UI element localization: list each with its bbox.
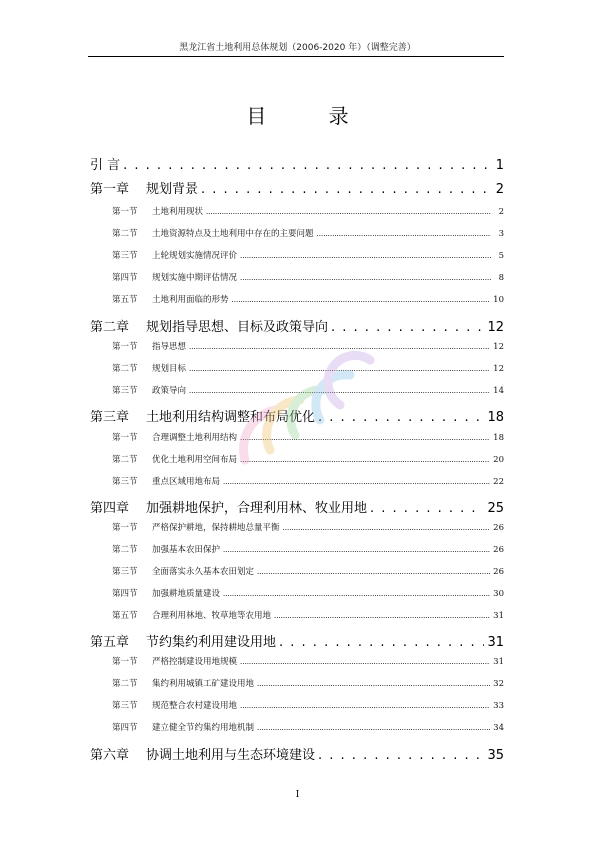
- toc-page-number: 20: [493, 455, 504, 465]
- section-title: 严格保护耕地，保持耕地总量平衡: [152, 523, 280, 533]
- dot-leader: [283, 523, 491, 533]
- toc-section-entry[interactable]: [90, 271, 504, 283]
- section-number: 第一节: [112, 657, 138, 667]
- toc-chapter-entry[interactable]: [90, 631, 504, 650]
- toc-page-number: 32: [493, 679, 504, 689]
- chapter-number: 第五章: [90, 635, 130, 650]
- toc-section-entry[interactable]: [90, 655, 504, 667]
- dot-leader: [201, 182, 491, 197]
- dot-leader: [206, 207, 491, 217]
- section-number: 第四节: [112, 589, 138, 599]
- toc-section-entry[interactable]: [90, 521, 504, 533]
- section-number: 第三节: [112, 567, 138, 577]
- chapter-title: 土地利用结构调整和布局优化: [146, 410, 316, 425]
- chapter-number: 第四章: [90, 501, 130, 516]
- toc-page-number: 31: [493, 657, 504, 667]
- section-title: 全面落实永久基本农田划定: [152, 567, 255, 577]
- dot-leader: [257, 723, 490, 733]
- watermark-arcs: [243, 355, 370, 460]
- section-number: 第三节: [112, 251, 138, 261]
- dot-leader: [257, 567, 490, 577]
- toc-page-number: 2: [495, 182, 504, 197]
- chapter-number: 第六章: [90, 748, 130, 763]
- toc-page-number: 18: [487, 410, 504, 425]
- section-title: 加强耕地质量建设: [152, 589, 221, 599]
- chapter-title: 规划指导思想、目标及政策导向: [146, 320, 329, 335]
- toc-page-number: 5: [498, 251, 504, 261]
- section-title: 严格控制建设用地规模: [152, 657, 238, 667]
- dot-leader: [240, 251, 491, 261]
- toc-page-number: 12: [487, 320, 504, 335]
- toc-section-entry[interactable]: [90, 587, 504, 599]
- page-title: 目 录: [246, 104, 377, 128]
- dot-leader: [331, 320, 484, 335]
- toc-page-number: 22: [493, 477, 504, 487]
- section-number: 第二节: [112, 455, 138, 465]
- section-title: 合理调整土地利用结构: [152, 433, 238, 443]
- section-number: 第五节: [112, 611, 138, 621]
- dot-leader: [232, 295, 491, 305]
- toc-section-entry[interactable]: [90, 699, 504, 711]
- running-header: 黑龙江省土地利用总体规划（2006-2020 年）（调整完善）: [179, 43, 416, 53]
- section-number: 第三节: [112, 386, 138, 396]
- section-number: 第二节: [112, 229, 138, 239]
- dot-leader: [318, 748, 484, 763]
- dot-leader: [240, 273, 491, 283]
- page-number: I: [295, 790, 300, 800]
- dot-leader: [223, 589, 490, 599]
- chapter-number: 第一章: [90, 182, 130, 197]
- dot-leader: [317, 229, 491, 239]
- section-title: 土地利用面临的形势: [152, 295, 229, 305]
- header-rule: [88, 56, 504, 57]
- section-title: 集约利用城镇工矿建设用地: [152, 679, 255, 689]
- toc-page-number: 26: [493, 523, 504, 533]
- toc-page-number: 18: [493, 433, 504, 443]
- section-title: 指导思想: [152, 342, 187, 352]
- toc-page-number: 31: [493, 611, 504, 621]
- section-number: 第一节: [112, 523, 138, 533]
- section-title: 土地利用现状: [152, 207, 204, 217]
- section-title: 优化土地利用空间布局: [152, 455, 238, 465]
- section-number: 第一节: [112, 342, 138, 352]
- dot-leader: [240, 657, 490, 667]
- section-number: 第三节: [112, 477, 138, 487]
- section-title: 重点区域用地布局: [152, 477, 221, 487]
- toc-page-number: 8: [498, 273, 504, 283]
- section-number: 第二节: [112, 364, 138, 374]
- toc-section-entry[interactable]: [90, 293, 504, 305]
- toc-section-entry[interactable]: [90, 677, 504, 689]
- chapter-number: 第二章: [90, 320, 130, 335]
- toc-page-number: 12: [493, 364, 504, 374]
- toc-page-number: 31: [487, 635, 504, 650]
- section-title: 合理利用林地、牧草地等农用地: [152, 611, 272, 621]
- toc-page-number: 33: [493, 701, 504, 711]
- section-number: 第二节: [112, 545, 138, 555]
- toc-chapter-entry[interactable]: [90, 497, 504, 516]
- toc-page-number: 14: [493, 386, 504, 396]
- toc-chapter-entry[interactable]: [90, 744, 504, 763]
- toc-page-number: 30: [493, 589, 504, 599]
- toc-page-number: 26: [493, 545, 504, 555]
- section-title: 土地资源特点及土地利用中存在的主要问题: [152, 229, 314, 239]
- toc-chapter-entry[interactable]: [90, 316, 504, 335]
- dot-leader: [257, 679, 490, 689]
- section-title: 上轮规划实施情况评价: [152, 251, 238, 261]
- chapter-title: 加强耕地保护，合理利用林、牧业用地: [146, 501, 368, 516]
- chapter-title: 节约集约利用建设用地: [146, 635, 277, 650]
- toc-section-entry[interactable]: [90, 609, 504, 621]
- chapter-number: 引 言: [90, 158, 121, 173]
- section-title: 建立健全节约集约用地机制: [152, 723, 255, 733]
- section-number: 第一节: [112, 433, 138, 443]
- dot-leader: [370, 501, 484, 516]
- section-title: 规划实施中期评估情况: [152, 273, 238, 283]
- toc-page-number: 34: [493, 723, 504, 733]
- dot-leader: [223, 545, 490, 555]
- chapter-number: 第三章: [90, 410, 130, 425]
- dot-leader: [240, 701, 490, 711]
- toc-page-number: 1: [495, 158, 504, 173]
- chapter-title: 协调土地利用与生态环境建设: [146, 748, 316, 763]
- toc-section-entry[interactable]: [90, 227, 504, 239]
- dot-leader: [274, 611, 490, 621]
- toc-page-number: 12: [493, 342, 504, 352]
- section-number: 第三节: [112, 701, 138, 711]
- toc-section-entry[interactable]: [90, 565, 504, 577]
- section-title: 规范整合农村建设用地: [152, 701, 238, 711]
- section-number: 第四节: [112, 723, 138, 733]
- section-title: 规划目标: [152, 364, 187, 374]
- dot-leader: [123, 158, 491, 173]
- section-number: 第四节: [112, 273, 138, 283]
- section-title: 加强基本农田保护: [152, 545, 221, 555]
- section-number: 第一节: [112, 207, 138, 217]
- toc-chapter-entry[interactable]: [90, 154, 504, 173]
- section-number: 第二节: [112, 679, 138, 689]
- toc-section-entry[interactable]: [90, 249, 504, 261]
- chapter-title: 规划背景: [146, 182, 199, 197]
- section-title: 政策导向: [152, 386, 187, 396]
- toc-page-number: 10: [493, 295, 504, 305]
- toc-page-number: 26: [493, 567, 504, 577]
- toc-section-entry[interactable]: [90, 721, 504, 733]
- section-number: 第五节: [112, 295, 138, 305]
- toc-section-entry[interactable]: [90, 543, 504, 555]
- toc-chapter-entry[interactable]: [90, 178, 504, 197]
- toc-page-number: 25: [487, 501, 504, 516]
- dot-leader: [279, 635, 484, 650]
- toc-page-number: 3: [498, 229, 504, 239]
- toc-section-entry[interactable]: [90, 205, 504, 217]
- watermark-logo: [215, 340, 385, 490]
- toc-page-number: 2: [498, 207, 504, 217]
- toc-page-number: 35: [487, 748, 504, 763]
